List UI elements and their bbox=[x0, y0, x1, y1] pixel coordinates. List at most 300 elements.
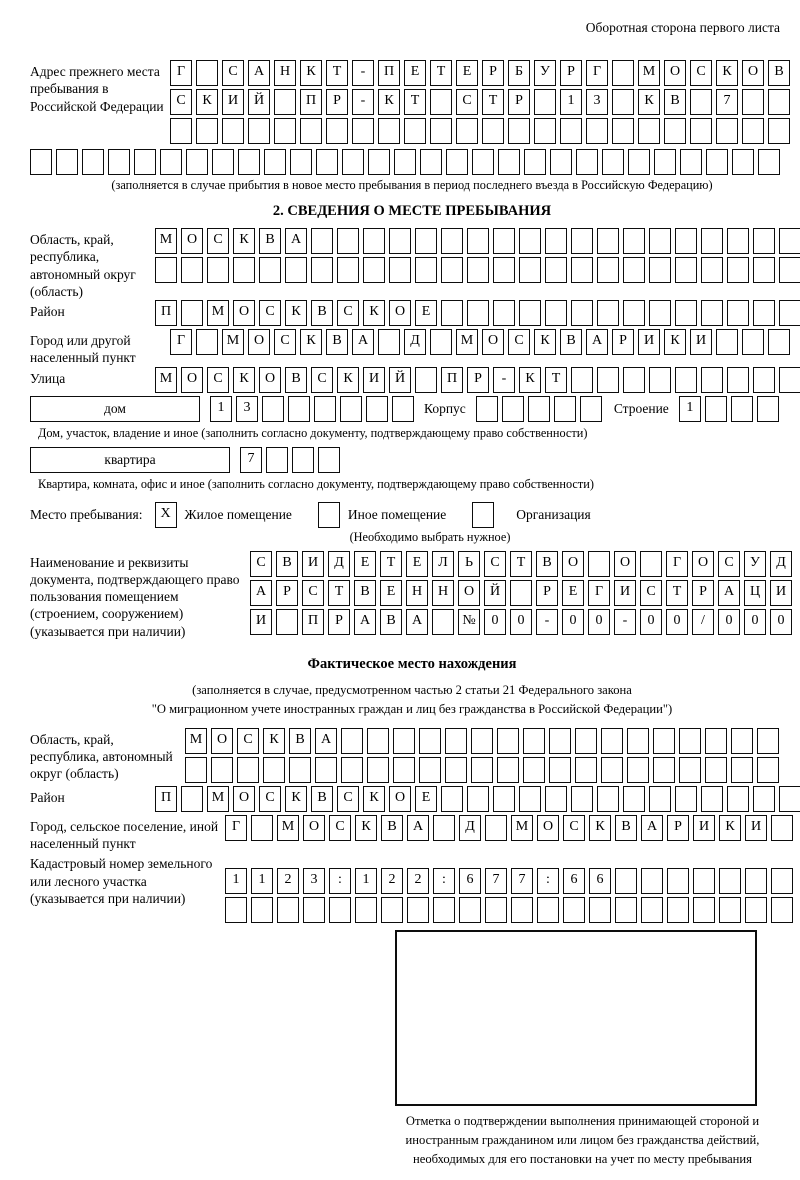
char-cell: И bbox=[770, 580, 792, 606]
char-cell: Ь bbox=[458, 551, 480, 577]
district-row bbox=[155, 300, 800, 326]
char-cell bbox=[314, 396, 336, 422]
char-cell: К bbox=[233, 228, 255, 254]
char-cell bbox=[366, 396, 388, 422]
char-cell: А bbox=[354, 609, 376, 635]
char-cell: 1 bbox=[225, 868, 247, 894]
stay-type-label: Место пребывания: bbox=[30, 506, 143, 522]
char-cell bbox=[160, 149, 182, 175]
city-label: Город или другой населенный пункт bbox=[30, 333, 136, 366]
char-cell bbox=[108, 149, 130, 175]
char-cell bbox=[316, 149, 338, 175]
char-cell bbox=[705, 396, 727, 422]
char-cell bbox=[341, 728, 363, 754]
char-cell bbox=[459, 897, 481, 923]
char-cell: Т bbox=[328, 580, 350, 606]
char-cell: 7 bbox=[511, 868, 533, 894]
char-cell bbox=[285, 257, 307, 283]
char-cell bbox=[649, 367, 671, 393]
char-cell bbox=[768, 329, 790, 355]
char-cell bbox=[571, 228, 593, 254]
stay-type-note: (Необходимо выбрать нужное) bbox=[349, 529, 511, 544]
char-cell: 0 bbox=[744, 609, 766, 635]
confirmation-stamp-caption: Отметка о подтверждении выполнения принимающей стороной и иностранным гражданином или лицом без гражданства действий, необходимых для его постановки на учет по месту пребывания bbox=[405, 1114, 760, 1167]
char-cell bbox=[318, 502, 340, 528]
char-cell: Т bbox=[545, 367, 567, 393]
char-cell: О bbox=[233, 786, 255, 812]
char-cell bbox=[563, 897, 585, 923]
char-cell bbox=[705, 728, 727, 754]
document-row-3 bbox=[250, 609, 796, 635]
char-cell bbox=[497, 757, 519, 783]
char-cell bbox=[519, 228, 541, 254]
char-cell: И bbox=[693, 815, 715, 841]
stay-type-row bbox=[30, 502, 794, 528]
house-note: Дом, участок, владение и иное (заполнить согласно документу, подтверждающему право собственности) bbox=[38, 425, 588, 440]
char-cell bbox=[575, 728, 597, 754]
char-cell: Е bbox=[404, 60, 426, 86]
char-cell bbox=[485, 897, 507, 923]
char-cell: О bbox=[233, 300, 255, 326]
char-cell bbox=[378, 329, 400, 355]
char-cell: : bbox=[329, 868, 351, 894]
char-cell: 0 bbox=[484, 609, 506, 635]
char-cell: К bbox=[337, 367, 359, 393]
char-cell bbox=[186, 149, 208, 175]
char-cell: О bbox=[692, 551, 714, 577]
char-cell: Е bbox=[415, 300, 437, 326]
char-cell: М bbox=[207, 300, 229, 326]
char-cell bbox=[731, 396, 753, 422]
char-cell: С bbox=[640, 580, 662, 606]
stay-type-checkbox-other bbox=[318, 502, 344, 528]
apartment-note: Квартира, комната, офис и иное (заполнить согласно документу, подтверждающему право собственности) bbox=[38, 476, 594, 491]
char-cell: 0 bbox=[718, 609, 740, 635]
char-cell: К bbox=[716, 60, 738, 86]
cadastre-row-2 bbox=[225, 897, 797, 923]
char-cell bbox=[649, 257, 671, 283]
char-cell: В bbox=[615, 815, 637, 841]
district-label: Район bbox=[30, 304, 65, 320]
char-cell: 7 bbox=[240, 447, 262, 473]
char-cell bbox=[263, 757, 285, 783]
char-cell bbox=[627, 757, 649, 783]
char-cell bbox=[519, 257, 541, 283]
city-block bbox=[30, 329, 794, 367]
char-cell: 0 bbox=[770, 609, 792, 635]
char-cell: А bbox=[285, 228, 307, 254]
char-cell: 2 bbox=[277, 868, 299, 894]
char-cell: И bbox=[614, 580, 636, 606]
char-cell: Р bbox=[467, 367, 489, 393]
char-cell bbox=[519, 300, 541, 326]
stay-type-checkbox-residential bbox=[155, 502, 181, 528]
apartment-cells bbox=[240, 447, 344, 473]
char-cell bbox=[415, 367, 437, 393]
char-cell: X bbox=[155, 502, 177, 528]
cadastre-label: Кадастровый номер земельного или лесного участка (указывается при наличии) bbox=[30, 856, 213, 907]
char-cell: В bbox=[664, 89, 686, 115]
char-cell bbox=[337, 257, 359, 283]
char-cell: А bbox=[641, 815, 663, 841]
char-cell bbox=[292, 447, 314, 473]
char-cell bbox=[497, 728, 519, 754]
char-cell: 7 bbox=[485, 868, 507, 894]
char-cell bbox=[445, 757, 467, 783]
actual-location-note-line1: (заполняется в случае, предусмотренном частью 2 статьи 21 Федерального закона bbox=[192, 682, 632, 697]
char-cell bbox=[248, 118, 270, 144]
char-cell bbox=[534, 118, 556, 144]
char-cell: : bbox=[433, 868, 455, 894]
char-cell: С bbox=[237, 728, 259, 754]
char-cell bbox=[318, 447, 340, 473]
char-cell bbox=[768, 118, 790, 144]
char-cell bbox=[251, 897, 273, 923]
char-cell: К bbox=[355, 815, 377, 841]
char-cell bbox=[389, 228, 411, 254]
char-cell bbox=[274, 89, 296, 115]
char-cell bbox=[675, 228, 697, 254]
char-cell: С bbox=[456, 89, 478, 115]
char-cell bbox=[753, 257, 775, 283]
char-cell: О bbox=[614, 551, 636, 577]
char-cell bbox=[675, 786, 697, 812]
char-cell: 7 bbox=[716, 89, 738, 115]
char-cell bbox=[441, 257, 463, 283]
char-cell: В bbox=[326, 329, 348, 355]
char-cell bbox=[508, 118, 530, 144]
char-cell: № bbox=[458, 609, 480, 635]
char-cell: О bbox=[248, 329, 270, 355]
char-cell bbox=[523, 728, 545, 754]
char-cell bbox=[701, 367, 723, 393]
char-cell bbox=[667, 897, 689, 923]
char-cell: И bbox=[363, 367, 385, 393]
actual-region-label: Область, край, республика, автономный округ (область) bbox=[30, 731, 173, 782]
char-cell: 2 bbox=[407, 868, 429, 894]
char-cell bbox=[597, 257, 619, 283]
char-cell bbox=[368, 149, 390, 175]
char-cell bbox=[640, 551, 662, 577]
char-cell bbox=[727, 367, 749, 393]
char-cell bbox=[30, 149, 52, 175]
char-cell bbox=[415, 257, 437, 283]
char-cell bbox=[420, 149, 442, 175]
char-cell: К bbox=[589, 815, 611, 841]
char-cell bbox=[742, 118, 764, 144]
char-cell bbox=[727, 228, 749, 254]
char-cell bbox=[716, 329, 738, 355]
char-cell: И bbox=[638, 329, 660, 355]
char-cell bbox=[602, 149, 624, 175]
char-cell bbox=[768, 89, 790, 115]
char-cell bbox=[441, 228, 463, 254]
char-cell bbox=[493, 228, 515, 254]
char-cell: М bbox=[155, 367, 177, 393]
document-label: Наименование и реквизиты документа, подтверждающего право пользования помещением (строением, сооружением) (указывается при наличии) bbox=[30, 554, 240, 639]
char-cell: С bbox=[259, 786, 281, 812]
char-cell: К bbox=[638, 89, 660, 115]
char-cell: - bbox=[614, 609, 636, 635]
char-cell: А bbox=[718, 580, 740, 606]
char-cell bbox=[340, 396, 362, 422]
char-cell: Н bbox=[274, 60, 296, 86]
char-cell: В bbox=[381, 815, 403, 841]
stay-type-checkbox-organization bbox=[472, 502, 498, 528]
char-cell bbox=[467, 786, 489, 812]
char-cell: К bbox=[263, 728, 285, 754]
char-cell: Р bbox=[482, 60, 504, 86]
char-cell: Й bbox=[484, 580, 506, 606]
char-cell bbox=[378, 118, 400, 144]
document-row-2 bbox=[250, 580, 796, 606]
char-cell: Т bbox=[430, 60, 452, 86]
char-cell: 0 bbox=[562, 609, 584, 635]
house-row bbox=[30, 396, 794, 422]
char-cell bbox=[779, 257, 800, 283]
char-cell bbox=[290, 149, 312, 175]
char-cell bbox=[623, 257, 645, 283]
char-cell bbox=[545, 786, 567, 812]
char-cell bbox=[638, 118, 660, 144]
char-cell: С bbox=[170, 89, 192, 115]
char-cell bbox=[266, 447, 288, 473]
char-cell: К bbox=[285, 786, 307, 812]
char-cell bbox=[745, 897, 767, 923]
char-cell: Е bbox=[380, 580, 402, 606]
char-cell bbox=[341, 757, 363, 783]
char-cell: Б bbox=[508, 60, 530, 86]
char-cell bbox=[771, 815, 793, 841]
char-cell: К bbox=[300, 329, 322, 355]
char-cell: В bbox=[285, 367, 307, 393]
char-cell: П bbox=[441, 367, 463, 393]
section2-title: 2. СВЕДЕНИЯ О МЕСТЕ ПРЕБЫВАНИЯ bbox=[272, 203, 552, 219]
char-cell: О bbox=[742, 60, 764, 86]
stay-type-option-residential: Жилое помещение bbox=[184, 506, 292, 522]
char-cell: О bbox=[181, 367, 203, 393]
char-cell: Е bbox=[456, 60, 478, 86]
char-cell bbox=[627, 728, 649, 754]
document-block bbox=[30, 551, 794, 640]
char-cell: О bbox=[537, 815, 559, 841]
char-cell bbox=[597, 300, 619, 326]
char-cell: К bbox=[233, 367, 255, 393]
char-cell bbox=[181, 786, 203, 812]
char-cell: К bbox=[363, 300, 385, 326]
char-cell: Д bbox=[404, 329, 426, 355]
char-cell: С bbox=[302, 580, 324, 606]
char-cell: В bbox=[354, 580, 376, 606]
char-cell bbox=[693, 868, 715, 894]
char-cell bbox=[82, 149, 104, 175]
char-cell: С bbox=[337, 300, 359, 326]
char-cell: С bbox=[563, 815, 585, 841]
char-cell: А bbox=[352, 329, 374, 355]
char-cell bbox=[612, 89, 634, 115]
stay-type-option-other: Иное помещение bbox=[347, 506, 447, 522]
char-cell bbox=[476, 396, 498, 422]
char-cell bbox=[779, 300, 800, 326]
char-cell bbox=[771, 868, 793, 894]
char-cell: М bbox=[185, 728, 207, 754]
char-cell: М bbox=[222, 329, 244, 355]
char-cell bbox=[482, 118, 504, 144]
char-cell bbox=[623, 786, 645, 812]
char-cell bbox=[326, 118, 348, 144]
char-cell: Т bbox=[666, 580, 688, 606]
char-cell bbox=[181, 300, 203, 326]
char-cell: И bbox=[222, 89, 244, 115]
char-cell: А bbox=[250, 580, 272, 606]
char-cell bbox=[251, 815, 273, 841]
char-cell: Т bbox=[404, 89, 426, 115]
char-cell bbox=[419, 757, 441, 783]
char-cell bbox=[628, 149, 650, 175]
char-cell: В bbox=[311, 300, 333, 326]
char-cell: Р bbox=[612, 329, 634, 355]
char-cell bbox=[430, 89, 452, 115]
char-cell bbox=[615, 897, 637, 923]
char-cell bbox=[523, 757, 545, 783]
char-cell bbox=[589, 897, 611, 923]
char-cell bbox=[493, 300, 515, 326]
char-cell bbox=[225, 897, 247, 923]
district-block bbox=[30, 300, 794, 329]
char-cell bbox=[575, 757, 597, 783]
char-cell: 1 bbox=[210, 396, 232, 422]
char-cell bbox=[446, 149, 468, 175]
char-cell bbox=[586, 118, 608, 144]
char-cell: В bbox=[768, 60, 790, 86]
char-cell: 3 bbox=[303, 868, 325, 894]
char-cell bbox=[430, 118, 452, 144]
char-cell: П bbox=[155, 300, 177, 326]
char-cell: А bbox=[586, 329, 608, 355]
char-cell bbox=[623, 367, 645, 393]
char-cell bbox=[549, 728, 571, 754]
actual-location-note-line2: "О миграционном учете иностранных граждан и лиц без гражданства в Российской Федерации") bbox=[151, 702, 673, 717]
char-cell bbox=[407, 897, 429, 923]
char-cell: К bbox=[378, 89, 400, 115]
char-cell bbox=[277, 897, 299, 923]
char-cell bbox=[274, 118, 296, 144]
char-cell: С bbox=[250, 551, 272, 577]
char-cell: В bbox=[536, 551, 558, 577]
char-cell bbox=[367, 757, 389, 783]
char-cell bbox=[675, 257, 697, 283]
char-cell: Г bbox=[170, 60, 192, 86]
char-cell: О bbox=[389, 786, 411, 812]
cadastre-row-1 bbox=[225, 868, 797, 894]
char-cell bbox=[653, 757, 675, 783]
char-cell: С bbox=[259, 300, 281, 326]
prev-address-label: Адрес прежнего места пребывания в Российской Федерации bbox=[30, 64, 164, 114]
char-cell: - bbox=[536, 609, 558, 635]
char-cell: К bbox=[664, 329, 686, 355]
char-cell: 0 bbox=[510, 609, 532, 635]
char-cell bbox=[679, 728, 701, 754]
document-row-1 bbox=[250, 551, 796, 577]
char-cell: Н bbox=[432, 580, 454, 606]
stroenie-cells bbox=[679, 396, 783, 422]
char-cell bbox=[196, 329, 218, 355]
char-cell: Е bbox=[415, 786, 437, 812]
char-cell bbox=[615, 868, 637, 894]
region-row-2 bbox=[155, 257, 800, 283]
char-cell: Р bbox=[508, 89, 530, 115]
char-cell bbox=[441, 786, 463, 812]
char-cell bbox=[550, 149, 572, 175]
char-cell: В bbox=[289, 728, 311, 754]
city-row bbox=[170, 329, 794, 355]
char-cell bbox=[311, 228, 333, 254]
char-cell bbox=[757, 396, 779, 422]
char-cell: 1 bbox=[679, 396, 701, 422]
char-cell bbox=[690, 89, 712, 115]
char-cell: О bbox=[181, 228, 203, 254]
char-cell bbox=[212, 149, 234, 175]
char-cell bbox=[675, 367, 697, 393]
char-cell bbox=[753, 228, 775, 254]
prev-address-note: (заполняется в случае прибытия в новое место пребывания в период последнего въезда в Российскую Федерацию) bbox=[111, 178, 713, 192]
char-cell bbox=[419, 728, 441, 754]
prev-address-row-1 bbox=[170, 60, 794, 86]
char-cell: Ц bbox=[744, 580, 766, 606]
korpus-cells bbox=[476, 396, 606, 422]
prev-address-row-4 bbox=[30, 149, 794, 175]
prev-address-row-3 bbox=[170, 118, 794, 144]
char-cell bbox=[612, 118, 634, 144]
char-cell bbox=[493, 257, 515, 283]
char-cell bbox=[545, 257, 567, 283]
char-cell bbox=[641, 868, 663, 894]
region-label: Область, край, республика, автономный округ (область) bbox=[30, 232, 136, 299]
char-cell bbox=[415, 228, 437, 254]
char-cell bbox=[222, 118, 244, 144]
char-cell bbox=[394, 149, 416, 175]
char-cell: О bbox=[211, 728, 233, 754]
house-number-cells bbox=[210, 396, 418, 422]
char-cell bbox=[649, 300, 671, 326]
char-cell bbox=[511, 897, 533, 923]
char-cell bbox=[601, 728, 623, 754]
char-cell: К bbox=[363, 786, 385, 812]
char-cell: С bbox=[222, 60, 244, 86]
char-cell bbox=[181, 257, 203, 283]
char-cell bbox=[732, 149, 754, 175]
char-cell: И bbox=[745, 815, 767, 841]
char-cell: М bbox=[511, 815, 533, 841]
char-cell: И bbox=[690, 329, 712, 355]
char-cell bbox=[690, 118, 712, 144]
char-cell bbox=[753, 367, 775, 393]
actual-city-label: Город, сельское поселение, иной населенный пункт bbox=[30, 818, 219, 852]
char-cell bbox=[207, 257, 229, 283]
char-cell: 2 bbox=[381, 868, 403, 894]
char-cell bbox=[276, 609, 298, 635]
char-cell bbox=[170, 118, 192, 144]
char-cell bbox=[545, 300, 567, 326]
char-cell: М bbox=[638, 60, 660, 86]
char-cell bbox=[612, 60, 634, 86]
char-cell: Г bbox=[666, 551, 688, 577]
region-block bbox=[30, 228, 794, 300]
char-cell bbox=[779, 367, 800, 393]
char-cell bbox=[727, 257, 749, 283]
char-cell: П bbox=[302, 609, 324, 635]
char-cell bbox=[580, 396, 602, 422]
